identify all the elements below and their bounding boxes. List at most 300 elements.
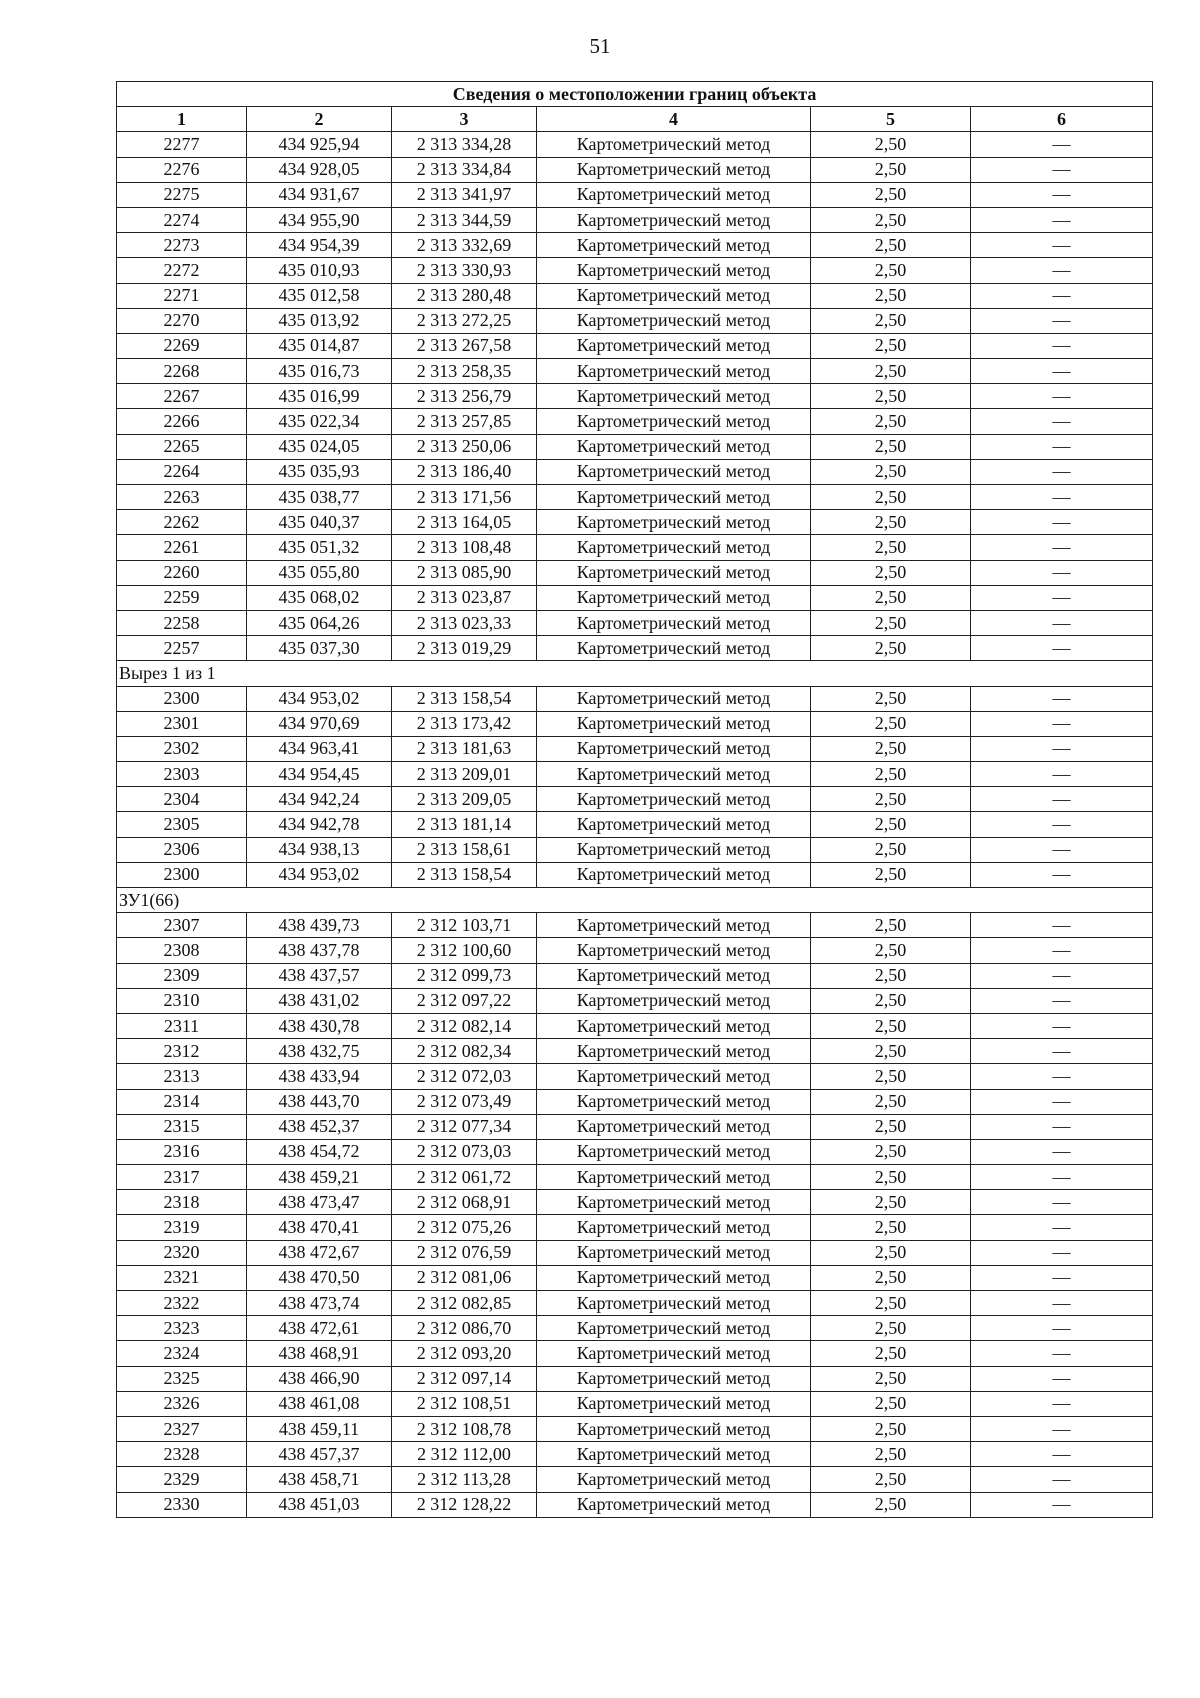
y-coordinate-cell: 2 312 097,14 [392, 1366, 537, 1391]
x-coordinate-cell: 434 928,05 [247, 157, 392, 182]
point-number-cell: 2277 [117, 132, 247, 157]
accuracy-cell: 2,50 [811, 938, 971, 963]
description-cell: — [971, 1316, 1153, 1341]
table-row [117, 384, 1153, 409]
point-number-cell: 2270 [117, 308, 247, 333]
x-coordinate-cell: 438 473,47 [247, 1190, 392, 1215]
x-coordinate-cell: 438 458,71 [247, 1467, 392, 1492]
method-cell: Картометрический метод [537, 132, 811, 157]
accuracy-cell: 2,50 [811, 787, 971, 812]
description-cell: — [971, 862, 1153, 887]
description-cell: — [971, 1215, 1153, 1240]
x-coordinate-cell: 434 955,90 [247, 207, 392, 232]
table-row [117, 1190, 1153, 1215]
y-coordinate-cell: 2 313 256,79 [392, 384, 537, 409]
y-coordinate-cell: 2 313 108,48 [392, 535, 537, 560]
description-cell: — [971, 132, 1153, 157]
table-row [117, 434, 1153, 459]
method-cell: Картометрический метод [537, 384, 811, 409]
accuracy-cell: 2,50 [811, 711, 971, 736]
table-title: Сведения о местоположении границ объекта [117, 82, 1153, 107]
description-cell: — [971, 1039, 1153, 1064]
point-number-cell: 2307 [117, 913, 247, 938]
method-cell: Картометрический метод [537, 359, 811, 384]
method-cell: Картометрический метод [537, 1064, 811, 1089]
table-row [117, 258, 1153, 283]
y-coordinate-cell: 2 312 097,22 [392, 988, 537, 1013]
x-coordinate-cell: 438 468,91 [247, 1341, 392, 1366]
x-coordinate-cell: 435 013,92 [247, 308, 392, 333]
description-cell: — [971, 1265, 1153, 1290]
method-cell: Картометрический метод [537, 535, 811, 560]
description-cell: — [971, 359, 1153, 384]
accuracy-cell: 2,50 [811, 1089, 971, 1114]
point-number-cell: 2315 [117, 1114, 247, 1139]
description-cell: — [971, 636, 1153, 661]
description-cell: — [971, 938, 1153, 963]
y-coordinate-cell: 2 312 073,03 [392, 1139, 537, 1164]
accuracy-cell: 2,50 [811, 636, 971, 661]
table-row [117, 1492, 1153, 1517]
y-coordinate-cell: 2 312 108,78 [392, 1416, 537, 1441]
table-row [117, 283, 1153, 308]
y-coordinate-cell: 2 312 082,14 [392, 1013, 537, 1038]
point-number-cell: 2328 [117, 1442, 247, 1467]
section-label: Вырез 1 из 1 [117, 661, 1153, 686]
table-row [117, 636, 1153, 661]
table-row [117, 182, 1153, 207]
method-cell: Картометрический метод [537, 258, 811, 283]
x-coordinate-cell: 435 068,02 [247, 585, 392, 610]
x-coordinate-cell: 435 040,37 [247, 510, 392, 535]
y-coordinate-cell: 2 313 334,28 [392, 132, 537, 157]
table-row [117, 207, 1153, 232]
table-row [117, 485, 1153, 510]
description-cell: — [971, 963, 1153, 988]
method-cell: Картометрический метод [537, 913, 811, 938]
point-number-cell: 2271 [117, 283, 247, 308]
x-coordinate-cell: 438 432,75 [247, 1039, 392, 1064]
x-coordinate-cell: 435 014,87 [247, 333, 392, 358]
y-coordinate-cell: 2 313 257,85 [392, 409, 537, 434]
table-row [117, 938, 1153, 963]
method-cell: Картометрический метод [537, 1165, 811, 1190]
description-cell: — [971, 333, 1153, 358]
accuracy-cell: 2,50 [811, 686, 971, 711]
table-row [117, 1391, 1153, 1416]
point-number-cell: 2316 [117, 1139, 247, 1164]
method-cell: Картометрический метод [537, 182, 811, 207]
x-coordinate-cell: 435 016,73 [247, 359, 392, 384]
table-row [117, 409, 1153, 434]
column-number: 1 [117, 107, 247, 132]
table-row [117, 610, 1153, 635]
point-number-cell: 2301 [117, 711, 247, 736]
method-cell: Картометрический метод [537, 1139, 811, 1164]
accuracy-cell: 2,50 [811, 1114, 971, 1139]
description-cell: — [971, 762, 1153, 787]
x-coordinate-cell: 438 437,78 [247, 938, 392, 963]
table-row [117, 787, 1153, 812]
y-coordinate-cell: 2 312 073,49 [392, 1089, 537, 1114]
y-coordinate-cell: 2 312 099,73 [392, 963, 537, 988]
section-header-row [117, 888, 1153, 913]
point-number-cell: 2311 [117, 1013, 247, 1038]
accuracy-cell: 2,50 [811, 913, 971, 938]
x-coordinate-cell: 438 466,90 [247, 1366, 392, 1391]
accuracy-cell: 2,50 [811, 359, 971, 384]
point-number-cell: 2323 [117, 1316, 247, 1341]
table-row [117, 459, 1153, 484]
y-coordinate-cell: 2 313 272,25 [392, 308, 537, 333]
method-cell: Картометрический метод [537, 711, 811, 736]
point-number-cell: 2308 [117, 938, 247, 963]
method-cell: Картометрический метод [537, 610, 811, 635]
method-cell: Картометрический метод [537, 812, 811, 837]
description-cell: — [971, 1467, 1153, 1492]
method-cell: Картометрический метод [537, 233, 811, 258]
method-cell: Картометрический метод [537, 585, 811, 610]
table-row [117, 963, 1153, 988]
x-coordinate-cell: 435 037,30 [247, 636, 392, 661]
y-coordinate-cell: 2 313 164,05 [392, 510, 537, 535]
y-coordinate-cell: 2 313 158,61 [392, 837, 537, 862]
point-number-cell: 2259 [117, 585, 247, 610]
x-coordinate-cell: 435 022,34 [247, 409, 392, 434]
description-cell: — [971, 812, 1153, 837]
method-cell: Картометрический метод [537, 308, 811, 333]
table-row [117, 762, 1153, 787]
x-coordinate-cell: 438 451,03 [247, 1492, 392, 1517]
method-cell: Картометрический метод [537, 207, 811, 232]
column-number: 2 [247, 107, 392, 132]
point-number-cell: 2303 [117, 762, 247, 787]
table-row [117, 862, 1153, 887]
point-number-cell: 2263 [117, 485, 247, 510]
table-row [117, 1039, 1153, 1064]
point-number-cell: 2312 [117, 1039, 247, 1064]
y-coordinate-cell: 2 313 344,59 [392, 207, 537, 232]
description-cell: — [971, 1139, 1153, 1164]
y-coordinate-cell: 2 313 173,42 [392, 711, 537, 736]
x-coordinate-cell: 434 970,69 [247, 711, 392, 736]
point-number-cell: 2260 [117, 560, 247, 585]
x-coordinate-cell: 438 461,08 [247, 1391, 392, 1416]
x-coordinate-cell: 434 942,24 [247, 787, 392, 812]
description-cell: — [971, 207, 1153, 232]
y-coordinate-cell: 2 313 171,56 [392, 485, 537, 510]
point-number-cell: 2326 [117, 1391, 247, 1416]
accuracy-cell: 2,50 [811, 258, 971, 283]
x-coordinate-cell: 438 470,41 [247, 1215, 392, 1240]
column-number-row [117, 107, 1153, 132]
x-coordinate-cell: 435 012,58 [247, 283, 392, 308]
column-number: 6 [971, 107, 1153, 132]
method-cell: Картометрический метод [537, 837, 811, 862]
y-coordinate-cell: 2 313 330,93 [392, 258, 537, 283]
table-row [117, 1442, 1153, 1467]
method-cell: Картометрический метод [537, 510, 811, 535]
method-cell: Картометрический метод [537, 988, 811, 1013]
point-number-cell: 2274 [117, 207, 247, 232]
x-coordinate-cell: 438 431,02 [247, 988, 392, 1013]
y-coordinate-cell: 2 313 186,40 [392, 459, 537, 484]
table-row [117, 560, 1153, 585]
method-cell: Картометрический метод [537, 1114, 811, 1139]
x-coordinate-cell: 435 051,32 [247, 535, 392, 560]
accuracy-cell: 2,50 [811, 812, 971, 837]
method-cell: Картометрический метод [537, 459, 811, 484]
accuracy-cell: 2,50 [811, 182, 971, 207]
table-row [117, 988, 1153, 1013]
x-coordinate-cell: 434 931,67 [247, 182, 392, 207]
accuracy-cell: 2,50 [811, 988, 971, 1013]
x-coordinate-cell: 438 454,72 [247, 1139, 392, 1164]
x-coordinate-cell: 438 459,11 [247, 1416, 392, 1441]
column-number: 3 [392, 107, 537, 132]
y-coordinate-cell: 2 312 082,85 [392, 1291, 537, 1316]
method-cell: Картометрический метод [537, 1442, 811, 1467]
point-number-cell: 2310 [117, 988, 247, 1013]
point-number-cell: 2330 [117, 1492, 247, 1517]
table-row [117, 686, 1153, 711]
method-cell: Картометрический метод [537, 1089, 811, 1114]
x-coordinate-cell: 435 024,05 [247, 434, 392, 459]
point-number-cell: 2305 [117, 812, 247, 837]
table-row [117, 1341, 1153, 1366]
x-coordinate-cell: 438 443,70 [247, 1089, 392, 1114]
accuracy-cell: 2,50 [811, 862, 971, 887]
method-cell: Картометрический метод [537, 485, 811, 510]
accuracy-cell: 2,50 [811, 132, 971, 157]
y-coordinate-cell: 2 313 250,06 [392, 434, 537, 459]
y-coordinate-cell: 2 312 113,28 [392, 1467, 537, 1492]
point-number-cell: 2258 [117, 610, 247, 635]
description-cell: — [971, 1240, 1153, 1265]
method-cell: Картометрический метод [537, 1391, 811, 1416]
table-row [117, 233, 1153, 258]
y-coordinate-cell: 2 313 332,69 [392, 233, 537, 258]
description-cell: — [971, 485, 1153, 510]
description-cell: — [971, 736, 1153, 761]
point-number-cell: 2267 [117, 384, 247, 409]
y-coordinate-cell: 2 312 068,91 [392, 1190, 537, 1215]
point-number-cell: 2309 [117, 963, 247, 988]
y-coordinate-cell: 2 313 258,35 [392, 359, 537, 384]
point-number-cell: 2302 [117, 736, 247, 761]
table-row [117, 510, 1153, 535]
method-cell: Картометрический метод [537, 1366, 811, 1391]
point-number-cell: 2265 [117, 434, 247, 459]
description-cell: — [971, 182, 1153, 207]
point-number-cell: 2304 [117, 787, 247, 812]
method-cell: Картометрический метод [537, 1316, 811, 1341]
page-number: 51 [589, 34, 611, 58]
x-coordinate-cell: 435 035,93 [247, 459, 392, 484]
accuracy-cell: 2,50 [811, 308, 971, 333]
x-coordinate-cell: 435 064,26 [247, 610, 392, 635]
x-coordinate-cell: 438 457,37 [247, 1442, 392, 1467]
method-cell: Картометрический метод [537, 1190, 811, 1215]
x-coordinate-cell: 434 954,45 [247, 762, 392, 787]
point-number-cell: 2314 [117, 1089, 247, 1114]
x-coordinate-cell: 434 954,39 [247, 233, 392, 258]
method-cell: Картометрический метод [537, 736, 811, 761]
x-coordinate-cell: 438 473,74 [247, 1291, 392, 1316]
x-coordinate-cell: 434 938,13 [247, 837, 392, 862]
x-coordinate-cell: 438 433,94 [247, 1064, 392, 1089]
accuracy-cell: 2,50 [811, 1013, 971, 1038]
x-coordinate-cell: 438 430,78 [247, 1013, 392, 1038]
table-row [117, 837, 1153, 862]
column-number: 4 [537, 107, 811, 132]
table-row [117, 711, 1153, 736]
accuracy-cell: 2,50 [811, 736, 971, 761]
accuracy-cell: 2,50 [811, 1492, 971, 1517]
method-cell: Картометрический метод [537, 1039, 811, 1064]
table-row [117, 1316, 1153, 1341]
table-row [117, 333, 1153, 358]
y-coordinate-cell: 2 312 093,20 [392, 1341, 537, 1366]
y-coordinate-cell: 2 313 334,84 [392, 157, 537, 182]
accuracy-cell: 2,50 [811, 1467, 971, 1492]
x-coordinate-cell: 435 010,93 [247, 258, 392, 283]
accuracy-cell: 2,50 [811, 1442, 971, 1467]
accuracy-cell: 2,50 [811, 762, 971, 787]
method-cell: Картометрический метод [537, 862, 811, 887]
method-cell: Картометрический метод [537, 434, 811, 459]
point-number-cell: 2268 [117, 359, 247, 384]
method-cell: Картометрический метод [537, 636, 811, 661]
point-number-cell: 2276 [117, 157, 247, 182]
description-cell: — [971, 837, 1153, 862]
description-cell: — [971, 1064, 1153, 1089]
method-cell: Картометрический метод [537, 1215, 811, 1240]
description-cell: — [971, 610, 1153, 635]
description-cell: — [971, 913, 1153, 938]
y-coordinate-cell: 2 312 128,22 [392, 1492, 537, 1517]
table-row [117, 585, 1153, 610]
method-cell: Картометрический метод [537, 1265, 811, 1290]
y-coordinate-cell: 2 313 209,01 [392, 762, 537, 787]
point-number-cell: 2319 [117, 1215, 247, 1240]
y-coordinate-cell: 2 313 267,58 [392, 333, 537, 358]
column-number: 5 [811, 107, 971, 132]
point-number-cell: 2318 [117, 1190, 247, 1215]
y-coordinate-cell: 2 312 086,70 [392, 1316, 537, 1341]
y-coordinate-cell: 2 313 181,63 [392, 736, 537, 761]
accuracy-cell: 2,50 [811, 333, 971, 358]
y-coordinate-cell: 2 313 181,14 [392, 812, 537, 837]
point-number-cell: 2275 [117, 182, 247, 207]
accuracy-cell: 2,50 [811, 1240, 971, 1265]
description-cell: — [971, 1366, 1153, 1391]
table-row [117, 1366, 1153, 1391]
x-coordinate-cell: 438 472,67 [247, 1240, 392, 1265]
description-cell: — [971, 1114, 1153, 1139]
point-number-cell: 2269 [117, 333, 247, 358]
x-coordinate-cell: 438 472,61 [247, 1316, 392, 1341]
table-title-row [117, 82, 1153, 107]
method-cell: Картометрический метод [537, 963, 811, 988]
accuracy-cell: 2,50 [811, 1341, 971, 1366]
section-header-row [117, 661, 1153, 686]
description-cell: — [971, 1492, 1153, 1517]
x-coordinate-cell: 438 470,50 [247, 1265, 392, 1290]
x-coordinate-cell: 435 038,77 [247, 485, 392, 510]
point-number-cell: 2325 [117, 1366, 247, 1391]
point-number-cell: 2261 [117, 535, 247, 560]
method-cell: Картометрический метод [537, 1240, 811, 1265]
point-number-cell: 2306 [117, 837, 247, 862]
x-coordinate-cell: 438 439,73 [247, 913, 392, 938]
method-cell: Картометрический метод [537, 560, 811, 585]
point-number-cell: 2327 [117, 1416, 247, 1441]
accuracy-cell: 2,50 [811, 1291, 971, 1316]
description-cell: — [971, 510, 1153, 535]
table-row [117, 1467, 1153, 1492]
accuracy-cell: 2,50 [811, 1366, 971, 1391]
y-coordinate-cell: 2 312 075,26 [392, 1215, 537, 1240]
method-cell: Картометрический метод [537, 1492, 811, 1517]
y-coordinate-cell: 2 312 112,00 [392, 1442, 537, 1467]
y-coordinate-cell: 2 313 341,97 [392, 182, 537, 207]
point-number-cell: 2266 [117, 409, 247, 434]
point-number-cell: 2329 [117, 1467, 247, 1492]
point-number-cell: 2264 [117, 459, 247, 484]
table-row [117, 1265, 1153, 1290]
method-cell: Картометрический метод [537, 1341, 811, 1366]
description-cell: — [971, 1013, 1153, 1038]
description-cell: — [971, 1391, 1153, 1416]
y-coordinate-cell: 2 313 280,48 [392, 283, 537, 308]
accuracy-cell: 2,50 [811, 1265, 971, 1290]
table-row [117, 1013, 1153, 1038]
point-number-cell: 2262 [117, 510, 247, 535]
description-cell: — [971, 384, 1153, 409]
accuracy-cell: 2,50 [811, 837, 971, 862]
description-cell: — [971, 686, 1153, 711]
y-coordinate-cell: 2 312 103,71 [392, 913, 537, 938]
accuracy-cell: 2,50 [811, 535, 971, 560]
y-coordinate-cell: 2 312 108,51 [392, 1391, 537, 1416]
method-cell: Картометрический метод [537, 762, 811, 787]
table-row [117, 1064, 1153, 1089]
method-cell: Картометрический метод [537, 157, 811, 182]
table-row [117, 157, 1153, 182]
point-number-cell: 2257 [117, 636, 247, 661]
description-cell: — [971, 787, 1153, 812]
method-cell: Картометрический метод [537, 938, 811, 963]
y-coordinate-cell: 2 312 077,34 [392, 1114, 537, 1139]
y-coordinate-cell: 2 313 085,90 [392, 560, 537, 585]
table-row [117, 308, 1153, 333]
accuracy-cell: 2,50 [811, 1165, 971, 1190]
table-row [117, 535, 1153, 560]
y-coordinate-cell: 2 312 061,72 [392, 1165, 537, 1190]
table-body [117, 132, 1153, 1517]
accuracy-cell: 2,50 [811, 384, 971, 409]
description-cell: — [971, 585, 1153, 610]
accuracy-cell: 2,50 [811, 560, 971, 585]
description-cell: — [971, 157, 1153, 182]
point-number-cell: 2300 [117, 862, 247, 887]
table-row [117, 359, 1153, 384]
description-cell: — [971, 1416, 1153, 1441]
method-cell: Картометрический метод [537, 1416, 811, 1441]
table-row [117, 1215, 1153, 1240]
accuracy-cell: 2,50 [811, 434, 971, 459]
